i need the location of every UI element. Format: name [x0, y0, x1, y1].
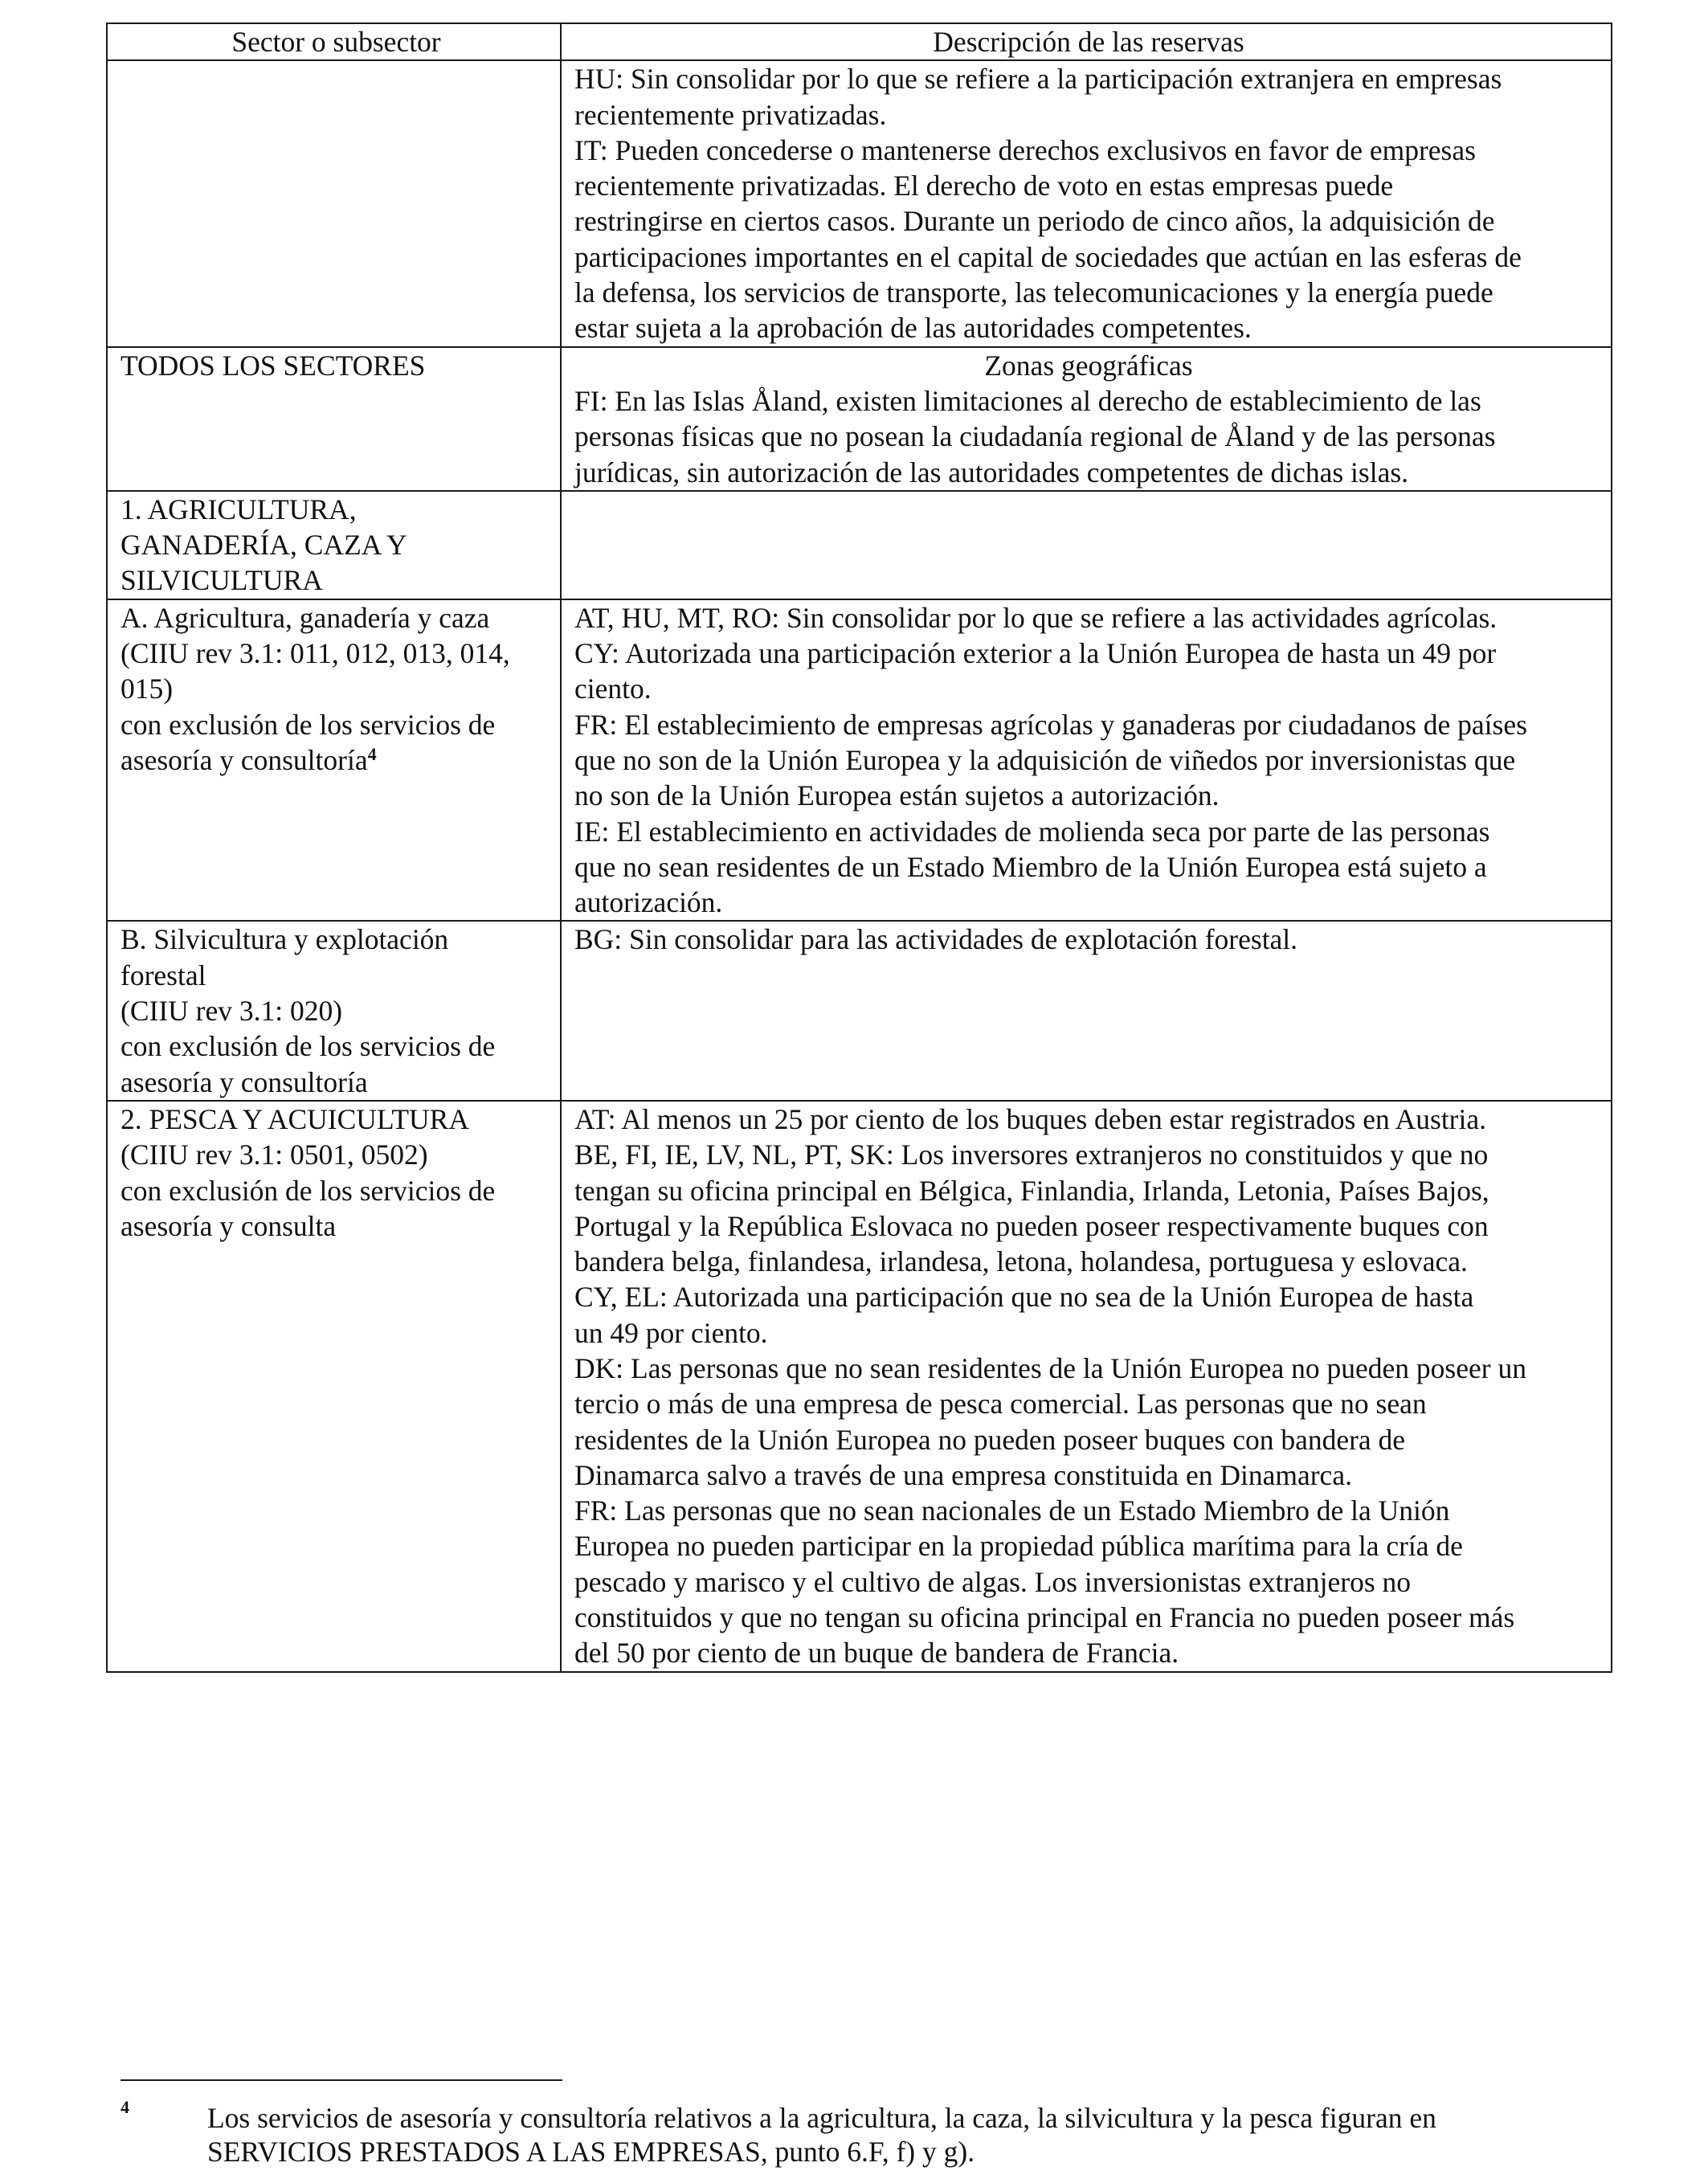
text-line: bandera belga, finlandesa, irlandesa, letona, holandesa, portuguesa y eslovaca.: [574, 1245, 1468, 1278]
text-line: del 50 por ciento de un buque de bandera de Francia.: [574, 1637, 1179, 1670]
sector-line: B. Silvicultura y explotación: [121, 923, 449, 956]
table-row: [107, 491, 1612, 599]
description-cell: [561, 60, 1612, 346]
sector-cell: [107, 599, 561, 922]
header-description: Descripción de las reservas: [561, 23, 1612, 60]
text-line: no son de la Unión Europea están sujetos a autorización.: [574, 779, 1220, 812]
sector-cell: [107, 1101, 561, 1672]
description-cell: [561, 1101, 1612, 1672]
sector-line: SILVICULTURA: [121, 564, 323, 597]
table-row: [107, 599, 1612, 922]
sector-cell: [107, 921, 561, 1100]
sector-cell: [107, 60, 561, 346]
text-line: Portugal y la República Eslovaca no pueden poseer respectivamente buques con: [574, 1209, 1489, 1242]
text-line: FI: En las Islas Åland, existen limitaciones al derecho de establecimiento de las: [574, 384, 1481, 417]
footnote-divider: [121, 2079, 562, 2081]
reservations-table: [106, 22, 1612, 1673]
sector-line: con exclusión de los servicios de: [121, 1174, 496, 1207]
sector-cell: TODOS LOS SECTORES: [107, 347, 561, 491]
table-row: [107, 921, 1612, 1100]
text-line: AT: Al menos un 25 por ciento de los buques deben estar registrados en Austria.: [574, 1102, 1486, 1135]
text-line: tercio o más de una empresa de pesca comercial. Las personas que no sean: [574, 1388, 1427, 1421]
table-header-row: [107, 23, 1612, 60]
text-line: jurídicas, sin autorización de las autoridades competentes de dichas islas.: [574, 456, 1409, 489]
text-line: AT, HU, MT, RO: Sin consolidar por lo que se refiere a las actividades agrícolas.: [574, 601, 1498, 634]
text-line: IT: Pueden concederse o mantenerse derechos exclusivos en favor de empresas: [574, 133, 1476, 166]
text-line: personas físicas que no posean la ciudadanía regional de Åland y de las personas: [574, 420, 1496, 453]
sector-line: 015): [121, 672, 174, 705]
sector-line: forestal: [121, 959, 206, 991]
text-line: DK: Las personas que no sean residentes de la Unión Europea no pueden poseer un: [574, 1351, 1526, 1384]
sector-line: [121, 742, 552, 778]
sector-line: (CIIU rev 3.1: 0501, 0502): [121, 1139, 428, 1171]
text-line: tengan su oficina principal en Bélgica, Finlandia, Irlanda, Letonia, Países Bajos,: [574, 1174, 1489, 1207]
cell-subheading: Zonas geográficas: [984, 349, 1193, 382]
footnote-line: Los servicios de asesoría y consultoría relativos a la agricultura, la caza, la silvicultura y la pesca figuran en: [207, 2102, 1436, 2134]
table-row: [107, 347, 1612, 491]
sector-line: (CIIU rev 3.1: 020): [121, 995, 343, 1028]
table-row: [107, 60, 1612, 346]
text-line: FR: Las personas que no sean nacionales de un Estado Miembro de la Unión: [574, 1494, 1450, 1527]
text-line: ciento.: [574, 672, 652, 705]
sector-line: (CIIU rev 3.1: 011, 012, 013, 014,: [121, 637, 510, 670]
sector-line: GANADERÍA, CAZA Y: [121, 529, 407, 562]
text-line: un 49 por ciento.: [574, 1316, 768, 1349]
sector-line: asesoría y consultoría: [121, 1065, 368, 1098]
text-line: HU: Sin consolidar por lo que se refiere a la participación extranjera en empresas: [574, 63, 1502, 96]
text-line: autorización.: [574, 886, 723, 919]
text-line: recientemente privatizadas.: [574, 98, 887, 131]
footnote-line: SERVICIOS PRESTADOS A LAS EMPRESAS, punto 6.F, f) y g).: [207, 2136, 975, 2168]
text-line: constituidos y que no tengan su oficina principal en Francia no pueden poseer más: [574, 1601, 1515, 1634]
sector-line: con exclusión de los servicios de: [121, 708, 496, 741]
header-sector: Sector o subsector: [107, 23, 561, 60]
footnote-text: [207, 2101, 1589, 2169]
sector-line-text: asesoría y consultoría: [121, 743, 368, 776]
sector-line: asesoría y consulta: [121, 1209, 337, 1242]
description-cell: [561, 347, 1612, 491]
text-line: participaciones importantes en el capital de sociedades que actúan en las esferas de: [574, 240, 1522, 273]
description-cell: [561, 491, 1612, 599]
description-cell: [561, 921, 1612, 1100]
description-cell: [561, 599, 1612, 922]
text-line: CY, EL: Autorizada una participación que no sea de la Unión Europea de hasta: [574, 1281, 1474, 1314]
footnote-reference: 4: [367, 743, 377, 764]
text-line: recientemente privatizadas. El derecho de voto en estas empresas puede: [574, 170, 1394, 202]
text-line: restringirse en ciertos casos. Durante un periodo de cinco años, la adquisición de: [574, 205, 1495, 238]
text-line: estar sujeta a la aprobación de las autoridades competentes.: [574, 312, 1252, 345]
text-line: que no son de la Unión Europea y la adquisición de viñedos por inversionistas que: [574, 743, 1516, 776]
footnote-number: 4: [121, 2097, 129, 2117]
sector-line: con exclusión de los servicios de: [121, 1030, 496, 1063]
text-line: BE, FI, IE, LV, NL, PT, SK: Los inversores extranjeros no constituidos y que no: [574, 1139, 1489, 1171]
text-line: pescado y marisco y el cultivo de algas. Los inversionistas extranjeros no: [574, 1565, 1412, 1598]
text-line: Dinamarca salvo a través de una empresa constituida en Dinamarca.: [574, 1458, 1352, 1491]
sector-cell: [107, 491, 561, 599]
sector-line: A. Agricultura, ganadería y caza: [121, 601, 490, 634]
table-row: [107, 1101, 1612, 1672]
text-line: CY: Autorizada una participación exterior a la Unión Europea de hasta un 49 por: [574, 637, 1497, 670]
text-line: Europea no pueden participar en la propiedad pública marítima para la cría de: [574, 1530, 1463, 1563]
text-line: IE: El establecimiento en actividades de molienda seca por parte de las personas: [574, 815, 1490, 848]
text-line: la defensa, los servicios de transporte, las telecomunicaciones y la energía puede: [574, 276, 1493, 309]
text-line: que no sean residentes de un Estado Miembro de la Unión Europea está sujeto a: [574, 850, 1487, 883]
text-line: FR: El establecimiento de empresas agrícolas y ganaderas por ciudadanos de países: [574, 708, 1527, 741]
text-line: BG: Sin consolidar para las actividades de explotación forestal.: [574, 923, 1298, 956]
sector-line: 2. PESCA Y ACUICULTURA: [121, 1102, 469, 1135]
text-line: residentes de la Unión Europea no pueden poseer buques con bandera de: [574, 1423, 1406, 1456]
sector-line: 1. AGRICULTURA,: [121, 493, 357, 525]
